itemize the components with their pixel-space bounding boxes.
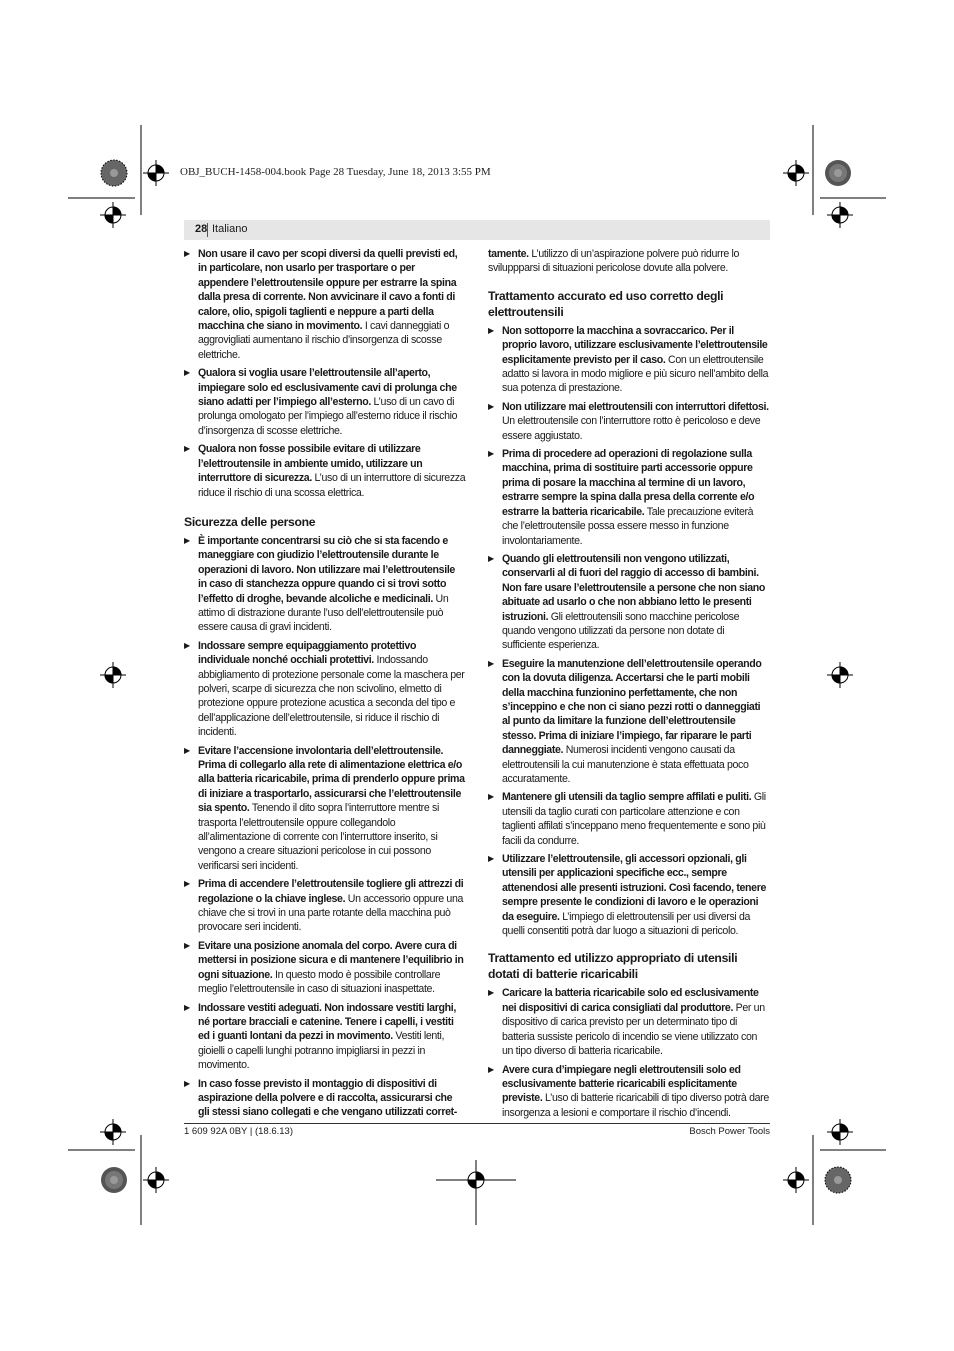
bullet-item: [488, 552, 770, 653]
bullet-bold-text: Avere cura d’impiegare negli elettroutensili solo ed esclusivamente batterie ricaricabili esplicitamente previste.: [502, 1063, 741, 1105]
bullet-bold-text: È importante concentrarsi su ciò che si sta facendo e maneggiare con giudizio l’elettroutensile durante le operazioni di lavoro. Non utilizzare mai l’elettroutensile in caso di stanchezza oppure quando ci si trovi sotto l’effetto di droghe, bevande alcoliche e medicinali.: [198, 534, 455, 605]
bullet-arrow-icon: ▶: [488, 401, 494, 411]
bullet-arrow-icon: ▶: [488, 658, 494, 668]
bullet-arrow-icon: ▶: [488, 1064, 494, 1074]
page-number: 28: [195, 223, 208, 235]
bullet-arrow-icon: ▶: [488, 988, 494, 998]
bullet-arrow-icon: ▶: [184, 640, 190, 650]
bullet-item: [488, 986, 770, 1058]
bullet-item: [488, 852, 770, 938]
bullet-body-text: Tale precauzione eviterà che l’elettroutensile possa essere messo in funzione involontariamente.: [502, 505, 754, 547]
bullet-item: [184, 534, 466, 635]
bullet-body-text: Tenendo il dito sopra l’interruttore mentre si trasporta l’elettroutensile oppure collegandolo all’alimentazione di corrente con l’interruttore inserito, si vengono a creare situazioni pericolose in cui possono verificarsi seri incidenti.: [198, 802, 439, 872]
bullet-item: [488, 400, 770, 443]
bullet-body-text: Gli utensili da taglio curati con particolare attenzione e con taglienti affilati s’inceppano meno frequentemente e sono più facili da condurre.: [502, 791, 766, 847]
page-header-bar: [184, 220, 770, 240]
bullet-arrow-icon: ▶: [184, 535, 190, 545]
left-column: [184, 247, 466, 1124]
footer-brand: Bosch Power Tools: [689, 1126, 770, 1137]
bullet-body-text: Vestiti lenti, gioielli o capelli lunghi potranno impigliarsi in pezzi in movimento.: [198, 1030, 445, 1072]
bullet-body-text: In questo modo è possibile controllare meglio l’elettroutensile in caso di situazioni inaspettate.: [198, 968, 441, 996]
bullet-body-text: Indossando abbigliamento di protezione personale come la maschera per polveri, scarpe di sicurezza che non scivolino, elmetto di protezione oppure protezione acustica a seconda del tipo e dell’applicazione dell’elettroutensile, si riduce il rischio di incidenti.: [198, 654, 465, 739]
bullet-item: [184, 744, 466, 874]
bullet-item: [184, 442, 466, 500]
bullet-bold-text: Prima di accendere l’elettroutensile togliere gli attrezzi di regolazione o la chiave inglese.: [198, 878, 464, 905]
bullet-item: [488, 1063, 770, 1121]
bullet-arrow-icon: ▶: [184, 368, 190, 378]
bullet-arrow-icon: ▶: [184, 444, 190, 454]
bullet-body-text: Per un dispositivo di carica previsto per un determinato tipo di batteria sussiste pericolo di incendio se viene utilizzato con un tipo diverso di batteria ricaricabile.: [502, 1001, 765, 1058]
bullet-item: [488, 657, 770, 787]
bullet-bold-text: In caso fosse previsto il montaggio di dispositivi di aspirazione della polvere e di raccolta, assicurarsi che gli stessi siano collegati e che vengano utilizzati corret-: [198, 1077, 457, 1119]
bullet-bold-text: Prima di procedere ad operazioni di regolazione sulla macchina, prima di sostituire parti accessorie oppure prima di posare la macchina al termine di un lavoro, estrarre sempre la spina dalla presa della corrente e/o estrarre la batteria ricaricabile.: [502, 448, 755, 518]
bullet-arrow-icon: ▶: [488, 553, 494, 563]
bullet-body-text: L’uso di un cavo di prolunga omologato per l’impiego all’esterno riduce il rischio d’insorgenza di scosse elettriche.: [198, 396, 458, 437]
bullet-item: [488, 790, 770, 848]
footer-rule: [184, 1123, 770, 1124]
bullet-body-text: I cavi danneggiati o aggrovigliati aumentano il rischio d’insorgenza di scosse elettriche.: [198, 320, 450, 361]
bullet-bold-text: Eseguire la manutenzione dell’elettroutensile operando con la dovuta diligenza. Accertarsi che le parti mobili della macchina funzionino perfettamente, che non s’inceppino e che non ci siano pezzi rotti o danneggiati al punto da limitare la funzione dell’elettroutensile stesso. Prima di iniziare l’impiego, far riparare le parti danneggiate.: [502, 657, 762, 757]
bullet-arrow-icon: ▶: [184, 1078, 190, 1088]
bullet-bold-text: Indossare vestiti adeguati. Non indossare vestiti larghi, né portare bracciali e catenine. Tenere i capelli, i vestiti ed i guanti lontani da pezzi in movimento.: [198, 1001, 456, 1043]
right-items-b: [488, 986, 770, 1120]
bullet-bold-text: Evitare l’accensione involontaria dell’elettroutensile. Prima di collegarlo alla rete di alimentazione elettrica e/o alla batteria ricaricabile, prima di prenderlo oppure prima di iniziare a trasportarlo, assicurarsi che l’elettroutensile sia spento.: [198, 744, 465, 815]
section-heading-battery: Trattamento ed utilizzo appropriato di utensili dotati di batterie ricaricabili: [488, 951, 738, 982]
section-heading-tools: Trattamento accurato ed uso corretto degli elettroutensili: [488, 288, 724, 319]
bullet-arrow-icon: ▶: [184, 879, 190, 889]
bullet-item: [184, 877, 466, 935]
bullet-arrow-icon: ▶: [488, 449, 494, 459]
bullet-item: [488, 324, 770, 396]
left-items-a: [184, 247, 466, 500]
bullet-bold-text: Caricare la batteria ricaricabile solo ed esclusivamente nei dispositivi di carica consigliati dal produttore.: [502, 987, 759, 1014]
bullet-arrow-icon: ▶: [488, 792, 494, 802]
bullet-bold-text: Qualora non fosse possibile evitare di utilizzare l’elettroutensile in ambiente umido, utilizzare un interruttore di sicurezza.: [198, 443, 423, 485]
bullet-bold-text: Quando gli elettroutensili non vengono utilizzati, conservarli al di fuori del raggio di accesso di bambini. Non fare usare l’elettroutensile a persone che non siano abituate ad usarlo o che non abbiano letto le presenti istruzioni.: [502, 552, 765, 623]
continuation-bold: tamente.: [488, 248, 529, 260]
left-items-b: [184, 534, 466, 1120]
bullet-item: [488, 447, 770, 548]
section-heading-persons: Sicurezza delle persone: [184, 514, 316, 529]
bullet-body-text: Gli elettroutensili sono macchine pericolose quando vengono utilizzati da persone non dotate di sufficiente esperienza.: [502, 610, 740, 652]
bullet-item: [184, 1001, 466, 1073]
bullet-bold-text: Mantenere gli utensili da taglio sempre affilati e puliti.: [502, 791, 752, 804]
continuation-paragraph: [488, 247, 770, 276]
bullet-arrow-icon: ▶: [488, 854, 494, 864]
bullet-body-text: L’uso di un interruttore di sicurezza riduce il rischio di una scossa elettrica.: [198, 472, 466, 499]
bullet-body-text: Un accessorio oppure una chiave che si trovi in una parte rotante della macchina può provocare seri incidenti.: [198, 892, 464, 934]
bullet-bold-text: Non utilizzare mai elettroutensili con interruttori difettosi.: [502, 400, 769, 413]
continuation-text: L’utilizzo di un’aspirazione polvere può ridurre lo sviluppparsi di situazioni pericolose dovute alla polvere.: [488, 248, 740, 275]
bullet-body-text: Un elettroutensile con l’interruttore rotto è pericoloso e deve essere aggiustato.: [502, 415, 761, 442]
bullet-arrow-icon: ▶: [184, 745, 190, 755]
bullet-bold-text: Qualora si voglia usare l’elettroutensile all’aperto, impiegare solo ed esclusivamente cavi di prolunga che siano adatti per l’impiego all’esterno.: [198, 367, 457, 409]
bullet-arrow-icon: ▶: [184, 940, 190, 950]
bullet-bold-text: Indossare sempre equipaggiamento protettivo individuale nonché occhiali protettivi.: [198, 639, 417, 667]
print-header: OBJ_BUCH-1458-004.book Page 28 Tuesday, June 18, 2013 3:55 PM: [180, 166, 491, 178]
bullet-item: [184, 247, 466, 362]
bullet-item: [184, 1077, 466, 1120]
bullet-bold-text: Non usare il cavo per scopi diversi da quelli previsti ed, in particolare, non usarlo per trasportare o per appendere l’elettroutensile oppure per estrarre la spina dalla presa di corrente. Non avvicinare il cavo a fonti di calore, olio, spigoli taglienti e neppure a parti della macchina che siano in movimento.: [198, 248, 458, 333]
right-items-a: [488, 324, 770, 939]
footer-doc-number: 1 609 92A 0BY | (18.6.13): [184, 1126, 293, 1137]
bullet-arrow-icon: ▶: [488, 325, 494, 335]
bullet-item: [184, 939, 466, 997]
bullet-arrow-icon: ▶: [184, 249, 190, 258]
bullet-body-text: Un attimo di distrazione durante l’uso dell’elettroutensile può essere causa di gravi incidenti.: [198, 592, 449, 634]
bullet-body-text: L’uso di batterie ricaricabili di tipo diverso potrà dare insorgenza a lesioni e comportare il rischio d’incendi.: [502, 1092, 769, 1119]
page-language: Italiano: [212, 223, 248, 235]
bullet-item: [184, 639, 466, 740]
bullet-bold-text: Utilizzare l’elettroutensile, gli accessori opzionali, gli utensili per applicazioni specifiche ecc., sempre attenendosi alle presenti istruzioni. Così facendo, tenere sempre presente le condizioni di lavoro e le operazioni da eseguire.: [502, 853, 767, 923]
header-separator: [207, 223, 208, 237]
bullet-body-text: Numerosi incidenti vengono causati da elettroutensili la cui manutenzione è stata effettuata poco accuratamente.: [502, 744, 749, 785]
bullet-bold-text: Evitare una posizione anomala del corpo. Avere cura di mettersi in posizione sicura e di mantenere l’equilibrio in ogni situazione.: [198, 939, 464, 981]
bullet-arrow-icon: ▶: [184, 1002, 190, 1012]
bullet-body-text: Con un elettroutensile adatto si lavora in modo migliore e più sicuro nell’ambito della sua potenza di prestazione.: [502, 353, 769, 395]
bullet-bold-text: Non sottoporre la macchina a sovraccarico. Per il proprio lavoro, utilizzare esclusivamente l’elettroutensile esplicitamente previsto per il caso.: [502, 324, 768, 366]
right-column: [488, 247, 770, 1124]
bullet-item: [184, 366, 466, 438]
bullet-body-text: L’impiego di elettroutensili per usi diversi da quelli consentiti potrà dar luogo a situazioni di pericolo.: [502, 910, 751, 938]
